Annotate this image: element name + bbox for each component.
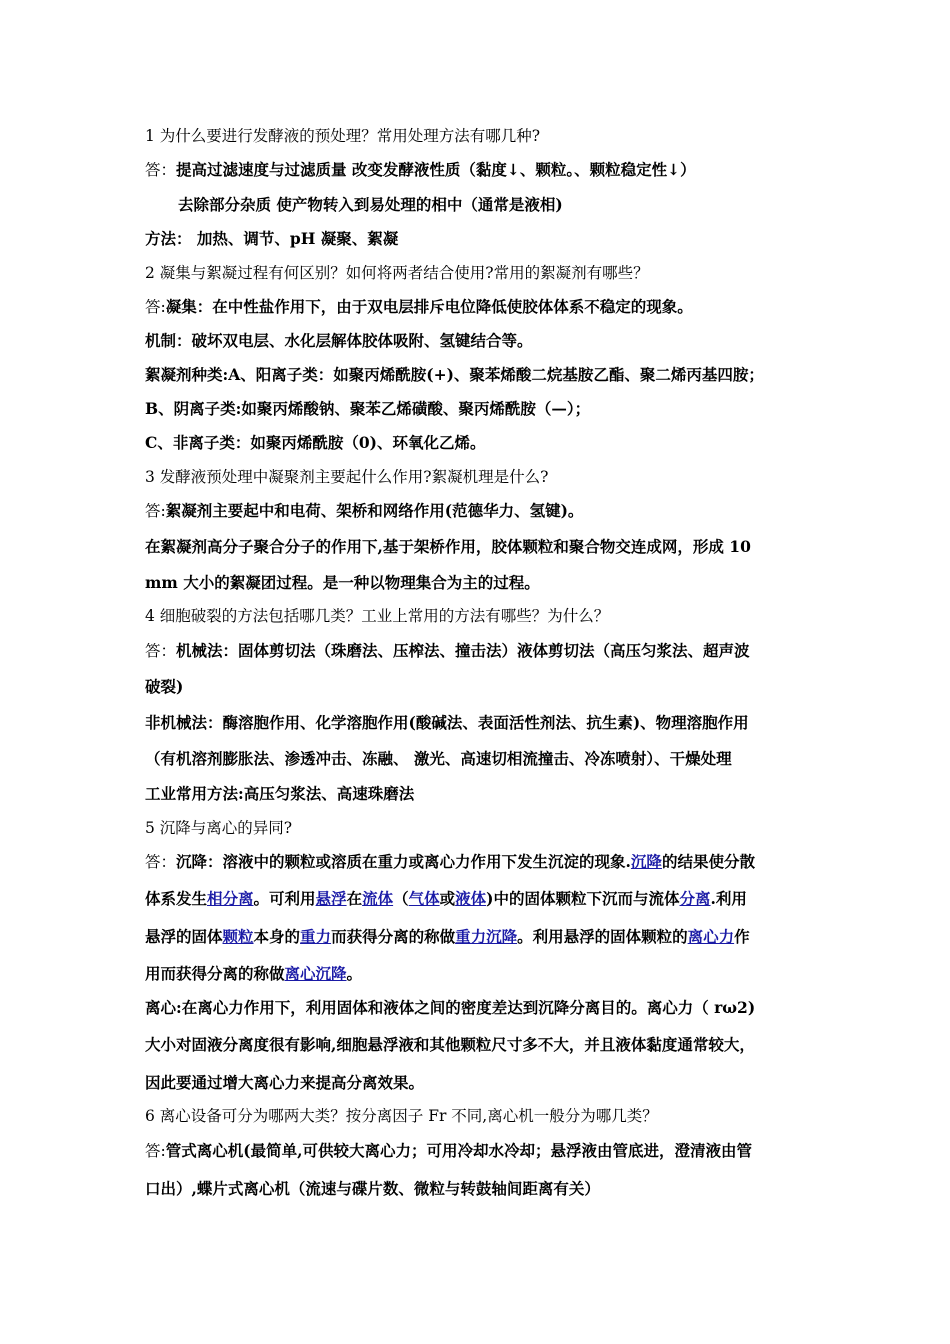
answer-4-line-2: 破裂)	[145, 677, 184, 696]
link-gravity[interactable]: 重力	[300, 927, 332, 946]
text: 在	[346, 889, 363, 908]
text: 。可利用	[253, 889, 316, 908]
text: 悬浮的固体	[145, 927, 223, 946]
answer-5-centrifuge-1: 离心:在离心力作用下，利用固体和液体之间的密度差达到沉降分离目的。离心力（ rω2)	[145, 998, 756, 1017]
text: 。	[346, 964, 363, 983]
answer-prefix: 答:	[145, 502, 166, 520]
text: 体系发生	[145, 889, 208, 908]
answer-5-line-1	[145, 852, 755, 872]
text: 用而获得分离的称做	[145, 964, 285, 983]
text: 沉降：溶液中的颗粒或溶质在重力或离心力作用下发生沉淀的现象.	[176, 852, 631, 871]
question-1: 1 为什么要进行发酵液的预处理？常用处理方法有哪几种?	[145, 127, 541, 145]
link-liquid[interactable]: 液体	[455, 889, 487, 908]
answer-2-line-1	[145, 297, 693, 317]
answer-1-line-1	[145, 160, 696, 180]
answer-1-line-2: 去除部分杂质 使产物转入到易处理的相中（通常是液相)	[178, 195, 563, 214]
answer-text: 管式离心机(最简单,可供较大离心力；可用冷却水冷却；悬浮液由管底进，澄清液由管	[165, 1141, 752, 1160]
link-phase-separation[interactable]: 相分离	[207, 889, 254, 908]
text: .利用	[710, 889, 747, 908]
question-4: 4 细胞破裂的方法包括哪几类？工业上常用的方法有哪些？为什么？	[145, 607, 610, 625]
question-6: 6 离心设备可分为哪两大类？按分离因子 Fr 不同,离心机一般分为哪几类？	[145, 1107, 658, 1125]
link-separation[interactable]: 分离	[679, 889, 711, 908]
question-3: 3 发酵液预处理中凝聚剂主要起什么作用?絮凝机理是什么?	[145, 468, 549, 486]
answer-2-types-a: 絮凝剂种类:A、阳离子类：如聚丙烯酰胺(+)、聚苯烯酸二烷基胺乙酯、聚二烯丙基四胺；	[145, 365, 764, 384]
answer-text: 凝集：在中性盐作用下，由于双电层排斥电位降低使胶体体系不稳定的现象。	[165, 297, 693, 316]
answer-4-line-1	[145, 641, 750, 661]
answer-5-line-3	[145, 927, 750, 947]
answer-5-line-2	[145, 889, 747, 909]
link-sedimentation[interactable]: 沉降	[630, 852, 662, 871]
question-2: 2 凝集与絮凝过程有何区别？如何将两者结合使用?常用的絮凝剂有哪些？	[145, 264, 649, 282]
answer-prefix: 答：	[145, 161, 177, 179]
answer-3-line-1	[145, 501, 583, 521]
answer-1-methods: 方法： 加热、调节、pH 凝聚、絮凝	[145, 229, 399, 248]
text: 的结果使分散	[661, 852, 755, 871]
link-gravity-sedimentation[interactable]: 重力沉降	[455, 927, 518, 946]
link-fluid[interactable]: 流体	[362, 889, 394, 908]
answer-2-types-c: C、非离子类：如聚丙烯酰胺（0)、环氧化乙烯。	[145, 433, 486, 452]
answer-2-mechanism: 机制：破坏双电层、水化层解体胶体吸附、氢键结合等。	[145, 331, 533, 350]
link-centrifugal-force[interactable]: 离心力	[687, 927, 735, 946]
answer-5-centrifuge-3: 因此要通过增大离心力来提高分离效果。	[145, 1073, 425, 1092]
text: 本身的	[253, 927, 301, 946]
answer-5-centrifuge-2: 大小对固液分离度很有影响,细胞悬浮液和其他颗粒尺寸多不大，并且液体黏度通常较大，	[145, 1035, 755, 1054]
answer-2-types-b: B、阴离子类:如聚丙烯酸钠、聚苯乙烯磺酸、聚丙烯酰胺（—）；	[145, 399, 591, 418]
answer-5-line-4	[145, 964, 362, 984]
text: 作	[734, 927, 750, 946]
answer-4-industrial: 工业常用方法:高压匀浆法、高速珠磨法	[145, 784, 415, 803]
answer-text: 提高过滤速度与过滤质量 改变发酵液性质（黏度↓、颗粒。、颗粒稳定性↓）	[176, 160, 696, 179]
text: 。利用悬浮的固体颗粒的	[517, 927, 688, 946]
text: )中的固体颗粒下沉而与流体	[486, 889, 680, 908]
link-gas[interactable]: 气体	[408, 889, 440, 908]
text: 而获得分离的称做	[331, 927, 456, 946]
text: （	[393, 889, 409, 908]
answer-3-line-2: 在絮凝剂高分子聚合分子的作用下,基于架桥作用，胶体颗粒和聚合物交连成网，形成 10	[145, 537, 751, 556]
answer-4-nonmech-1: 非机械法：酶溶胞作用、化学溶胞作用(酸碱法、表面活性剂法、抗生素)、物理溶胞作用	[145, 713, 749, 732]
answer-4-nonmech-2: （有机溶剂膨胀法、渗透冲击、冻融、 激光、高速切相流撞击、冷冻喷射）、干燥处理	[145, 749, 732, 768]
answer-3-line-3: mm 大小的絮凝团过程。是一种以物理集合为主的过程。	[145, 573, 540, 592]
answer-prefix: 答：	[145, 853, 177, 871]
text: 或	[439, 889, 456, 908]
question-5: 5 沉降与离心的异同?	[145, 819, 293, 837]
answer-prefix: 答:	[145, 1142, 166, 1160]
answer-text: 絮凝剂主要起中和电荷、架桥和网络作用(范德华力、氢键)。	[165, 501, 584, 520]
answer-6-line-1	[145, 1141, 752, 1161]
answer-prefix: 答:	[145, 298, 166, 316]
answer-text: 机械法：固体剪切法（珠磨法、压榨法、撞击法）液体剪切法（高压匀浆法、超声波	[176, 641, 750, 660]
link-particle[interactable]: 颗粒	[222, 927, 254, 946]
link-centrifugal-sedimentation[interactable]: 离心沉降	[284, 964, 347, 983]
link-suspension[interactable]: 悬浮	[315, 889, 347, 908]
answer-prefix: 答：	[145, 642, 177, 660]
answer-6-line-2: 口出）,蝶片式离心机（流速与碟片数、微粒与转鼓轴间距离有关）	[145, 1179, 600, 1198]
